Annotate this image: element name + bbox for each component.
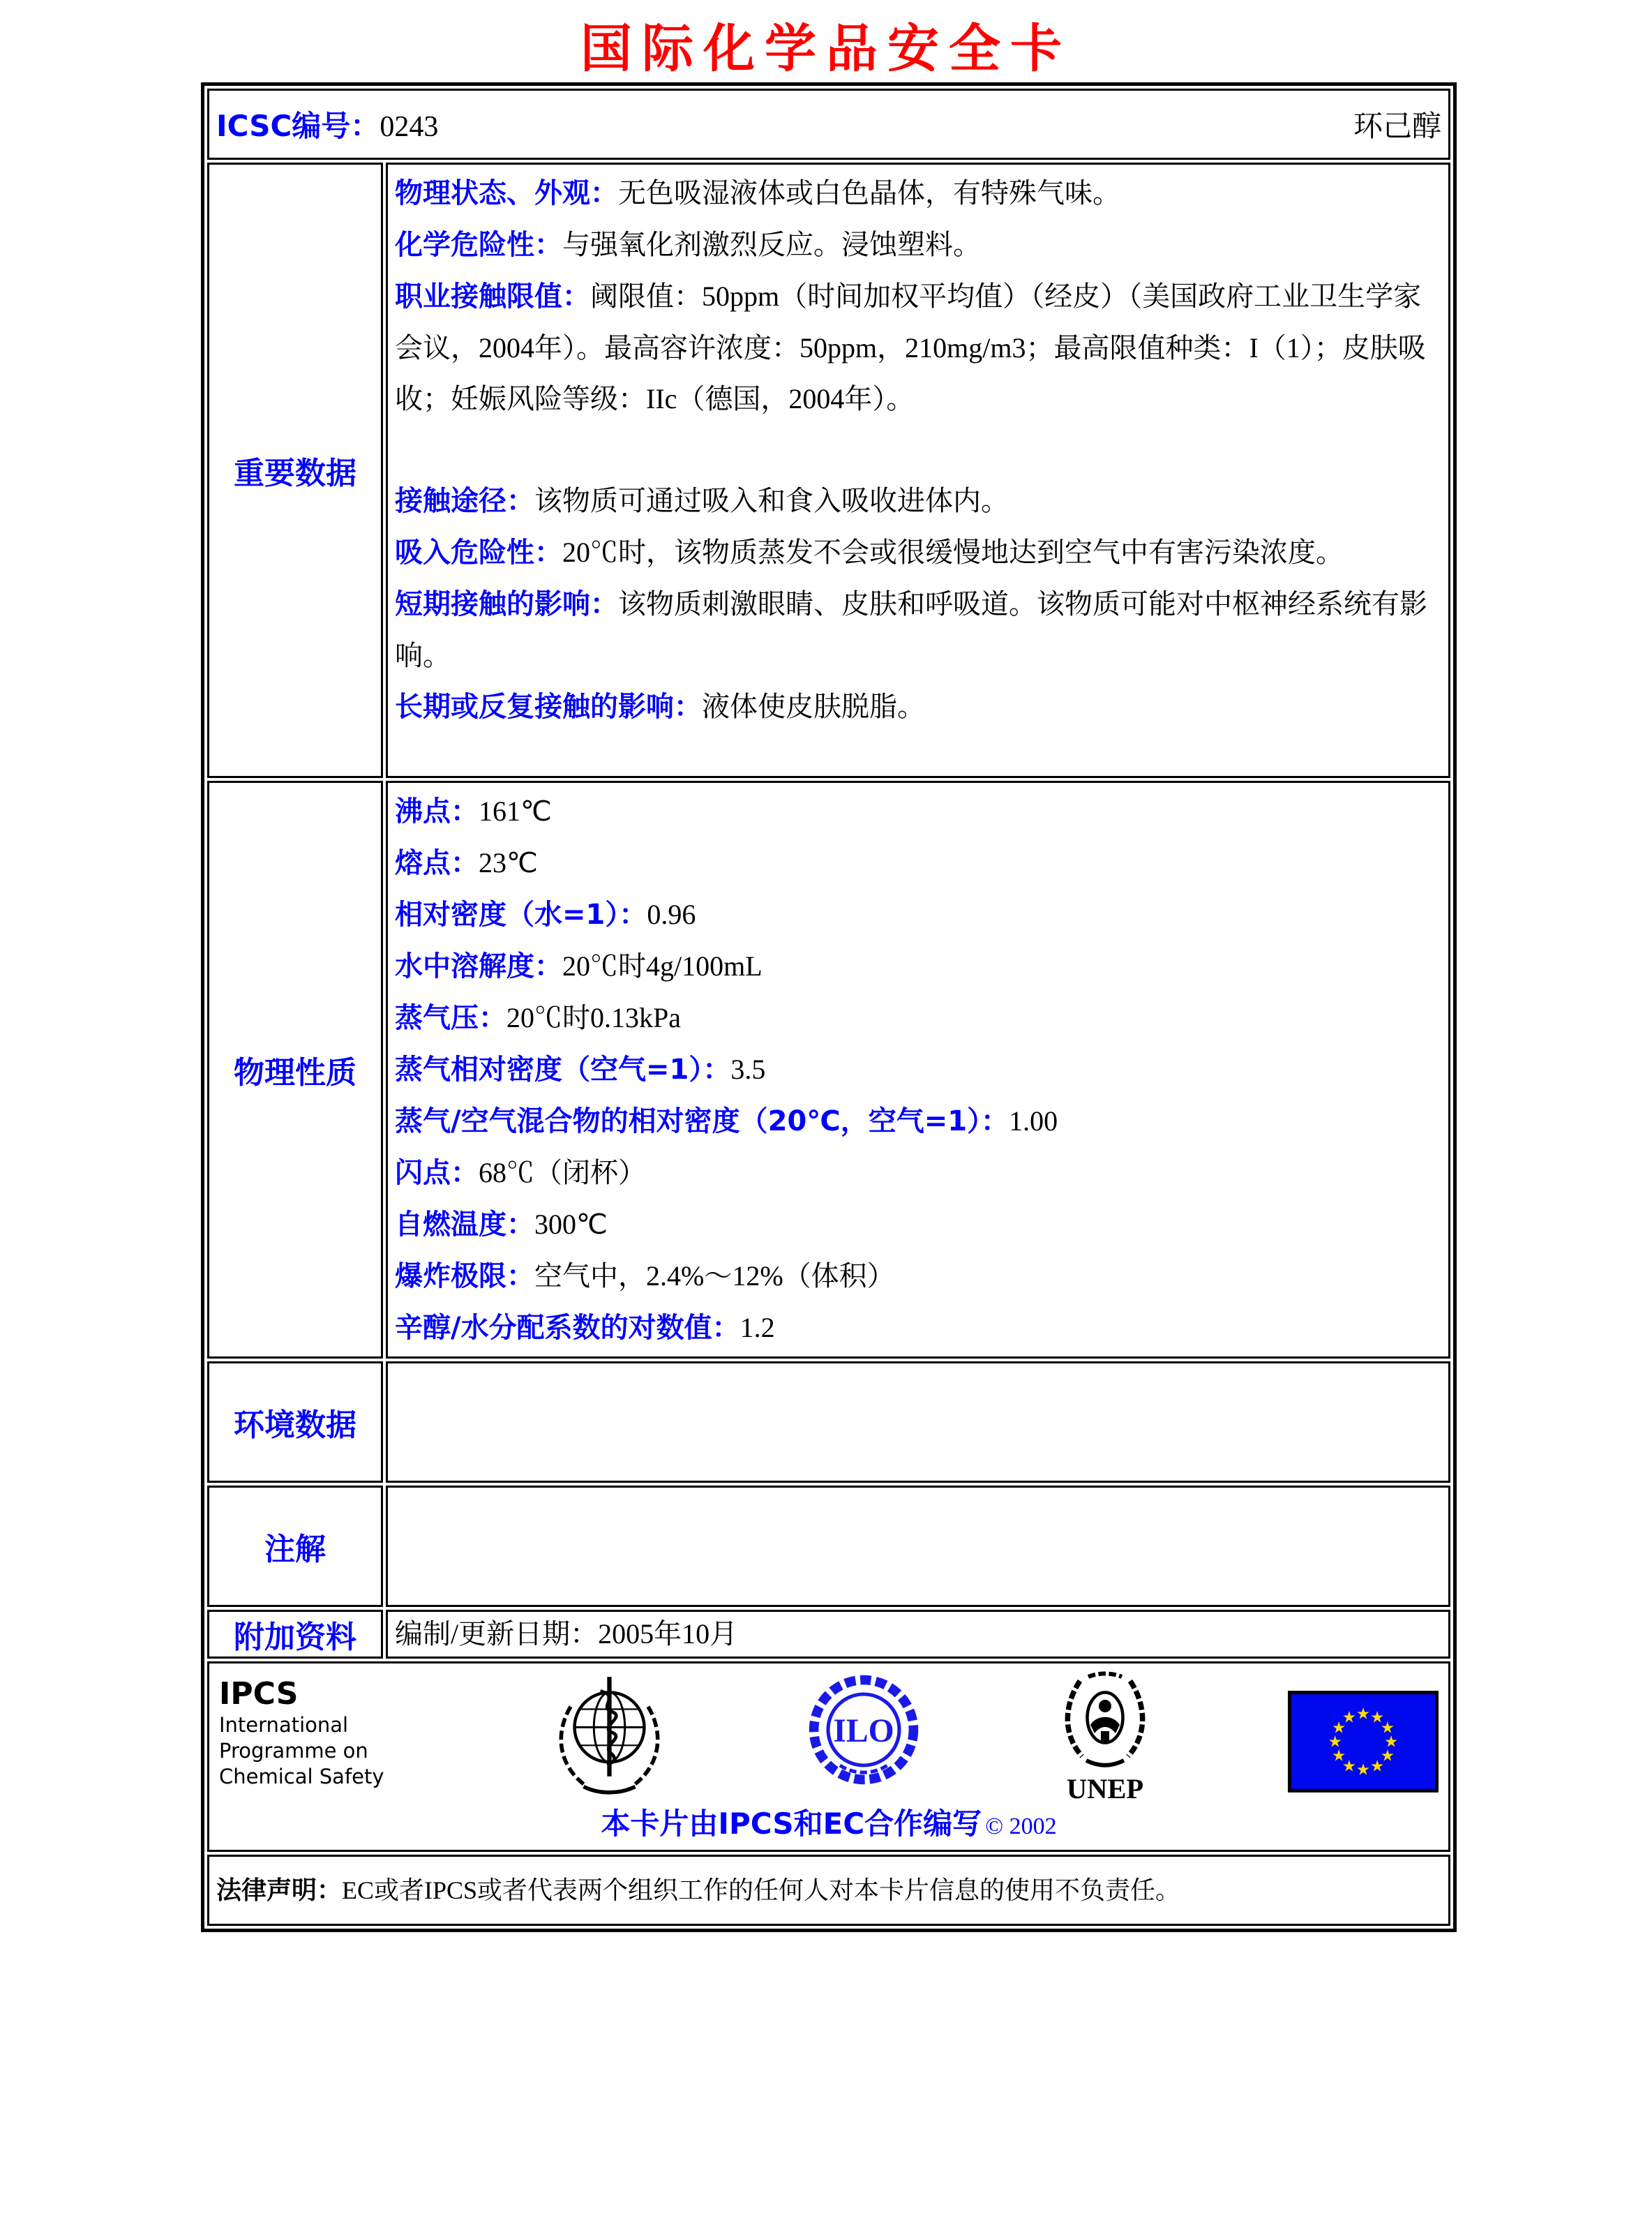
footer-caption-text: 本卡片由IPCS和EC合作编写 bbox=[601, 1807, 982, 1841]
data-line-label: 化学危险性： bbox=[395, 229, 562, 261]
property-line bbox=[395, 837, 1441, 889]
property-line-value: 161℃ bbox=[479, 795, 552, 827]
property-line bbox=[395, 889, 1441, 941]
svg-text:★: ★ bbox=[1369, 1708, 1385, 1727]
page-title: 国际化学品安全卡 bbox=[580, 19, 1072, 79]
svg-text:★: ★ bbox=[1331, 1747, 1346, 1765]
svg-text:★: ★ bbox=[1342, 1757, 1357, 1776]
data-line-text: 液体使皮肤脱脂。 bbox=[702, 691, 925, 722]
property-line-label: 蒸气/空气混合物的相对密度（20℃，空气=1）： bbox=[395, 1105, 1009, 1137]
icsc-number-label: ICSC编号： bbox=[216, 109, 380, 143]
property-line-label: 闪点： bbox=[395, 1157, 479, 1189]
data-line bbox=[395, 424, 1441, 475]
svg-text:★: ★ bbox=[1369, 1757, 1385, 1776]
data-line bbox=[395, 527, 1441, 578]
section-content-physical-properties bbox=[386, 781, 1450, 1359]
ipcs-subtitle-line-1: International bbox=[219, 1713, 349, 1737]
physical-property-lines bbox=[395, 786, 1441, 1354]
footer-caption bbox=[219, 1801, 1439, 1843]
property-line-value: 68℃（闭杯） bbox=[479, 1157, 646, 1188]
important-data-lines bbox=[395, 167, 1441, 733]
svg-text:ILO: ILO bbox=[832, 1713, 894, 1749]
data-line-text: 阈限值：50ppm（时间加权平均值）（经皮）（美国政府工业卫生学家会议，2004年）。最高容许浓度：50ppm，210mg/m3；最高限值种类：I（1）；皮肤吸收；妊娠风险等级：IIc（德国，2004年）。 bbox=[395, 281, 1426, 414]
property-line-label: 蒸气相对密度（空气=1）： bbox=[395, 1054, 731, 1086]
svg-text:★: ★ bbox=[1356, 1705, 1371, 1723]
property-line-label: 沸点： bbox=[395, 795, 479, 828]
section-content-notes bbox=[386, 1486, 1450, 1607]
property-line bbox=[395, 992, 1441, 1044]
legal-notice bbox=[216, 1874, 1441, 1908]
section-content-additional-info bbox=[386, 1610, 1450, 1659]
property-line-value: 1.2 bbox=[739, 1312, 775, 1343]
data-line-label: 物理状态、外观： bbox=[395, 177, 618, 209]
data-line-text: 该物质刺激眼睛、皮肤和呼吸道。该物质可能对中枢神经系统有影响。 bbox=[395, 588, 1427, 671]
update-date-line bbox=[395, 1615, 1441, 1654]
data-line bbox=[395, 271, 1441, 424]
property-line-value: 3.5 bbox=[730, 1054, 766, 1085]
data-line-label: 吸入危险性： bbox=[395, 537, 562, 569]
legal-notice-row bbox=[207, 1855, 1450, 1926]
update-date-text: 编制/更新日期：2005年10月 bbox=[395, 1618, 738, 1650]
data-line-label: 短期接触的影响： bbox=[395, 588, 618, 620]
section-content-environmental-data bbox=[386, 1361, 1450, 1483]
property-line-value: 20℃时0.13kPa bbox=[506, 1002, 681, 1033]
unep-logo-icon bbox=[1053, 1670, 1157, 1810]
property-line bbox=[395, 1302, 1441, 1354]
data-line bbox=[395, 219, 1441, 271]
data-line-label: 接触途径： bbox=[395, 485, 534, 517]
ilo-logo-icon bbox=[804, 1670, 923, 1793]
data-line bbox=[395, 578, 1441, 681]
property-line bbox=[395, 1095, 1441, 1147]
data-line-label: 长期或反复接触的影响： bbox=[395, 691, 702, 723]
data-line bbox=[395, 167, 1441, 219]
svg-text:UNEP: UNEP bbox=[1067, 1773, 1144, 1804]
property-line-label: 爆炸极限： bbox=[395, 1260, 534, 1292]
legal-notice-label: 法律声明： bbox=[216, 1876, 343, 1905]
property-line-value: 0.96 bbox=[647, 899, 696, 930]
icsc-number-value: 0243 bbox=[380, 111, 439, 143]
icsc-card-table bbox=[201, 82, 1457, 1932]
svg-text:★: ★ bbox=[1384, 1733, 1399, 1751]
svg-text:★: ★ bbox=[1342, 1708, 1357, 1727]
property-line-label: 自燃温度： bbox=[395, 1209, 534, 1241]
icsc-number bbox=[216, 103, 438, 145]
data-line-text: 该物质可通过吸入和食入吸收进体内。 bbox=[534, 485, 1009, 516]
property-line-label: 熔点： bbox=[395, 847, 479, 879]
section-label-important-data: 重要数据 bbox=[207, 163, 383, 778]
data-line-text: 与强氧化剂激烈反应。浸蚀塑料。 bbox=[562, 229, 981, 260]
chemical-name: 环己醇 bbox=[1353, 111, 1441, 143]
property-line-label: 相对密度（水=1）： bbox=[395, 899, 647, 931]
property-line bbox=[395, 941, 1441, 992]
data-line bbox=[395, 681, 1441, 733]
svg-text:★: ★ bbox=[1331, 1719, 1346, 1737]
svg-text:★: ★ bbox=[1328, 1733, 1342, 1751]
eu-flag-icon bbox=[1288, 1670, 1439, 1797]
section-label-additional-info: 附加资料 bbox=[207, 1610, 383, 1659]
who-logo-icon bbox=[545, 1670, 674, 1803]
property-line-label: 水中溶解度： bbox=[395, 950, 562, 982]
section-label-environmental-data: 环境数据 bbox=[207, 1361, 383, 1483]
section-content-important-data bbox=[386, 163, 1450, 778]
property-line bbox=[395, 786, 1441, 837]
section-label-notes: 注解 bbox=[207, 1486, 383, 1607]
ipcs-subtitle-line-2: Programme on bbox=[219, 1739, 368, 1763]
property-line-label: 辛醇/水分配系数的对数值： bbox=[395, 1312, 740, 1344]
section-label-physical-properties: 物理性质 bbox=[207, 781, 383, 1359]
additional-info-lines bbox=[395, 1615, 1441, 1654]
data-line-text: 无色吸湿液体或白色晶体，有特殊气味。 bbox=[618, 177, 1120, 209]
property-line-value: 空气中，2.4%～12%（体积） bbox=[534, 1260, 895, 1292]
ipcs-block bbox=[219, 1670, 414, 1790]
ipcs-title: IPCS bbox=[219, 1676, 299, 1712]
svg-text:★: ★ bbox=[1380, 1719, 1395, 1737]
svg-text:★: ★ bbox=[1356, 1760, 1371, 1779]
property-line-value: 23℃ bbox=[479, 847, 538, 878]
data-line bbox=[395, 475, 1441, 527]
property-line-value: 1.00 bbox=[1009, 1105, 1058, 1137]
svg-text:★: ★ bbox=[1380, 1747, 1395, 1765]
property-line bbox=[395, 1250, 1441, 1302]
ipcs-subtitle-line-3: Chemical Safety bbox=[219, 1765, 384, 1788]
property-line bbox=[395, 1147, 1441, 1199]
data-line-label: 职业接触限值： bbox=[395, 281, 590, 313]
property-line bbox=[395, 1044, 1441, 1095]
data-line-text: 20℃时，该物质蒸发不会或很缓慢地达到空气中有害污染浓度。 bbox=[562, 537, 1344, 568]
property-line-value: 20℃时4g/100mL bbox=[562, 950, 763, 982]
footer-row bbox=[207, 1661, 1450, 1852]
property-line bbox=[395, 1199, 1441, 1250]
property-line-value: 300℃ bbox=[534, 1209, 608, 1240]
footer-copyright: © 2002 bbox=[985, 1814, 1057, 1839]
legal-notice-text: EC或者IPCS或者代表两个组织工作的任何人对本卡片信息的使用不负责任。 bbox=[342, 1876, 1181, 1904]
property-line-label: 蒸气压： bbox=[395, 1002, 506, 1034]
card-header-row bbox=[207, 89, 1450, 160]
